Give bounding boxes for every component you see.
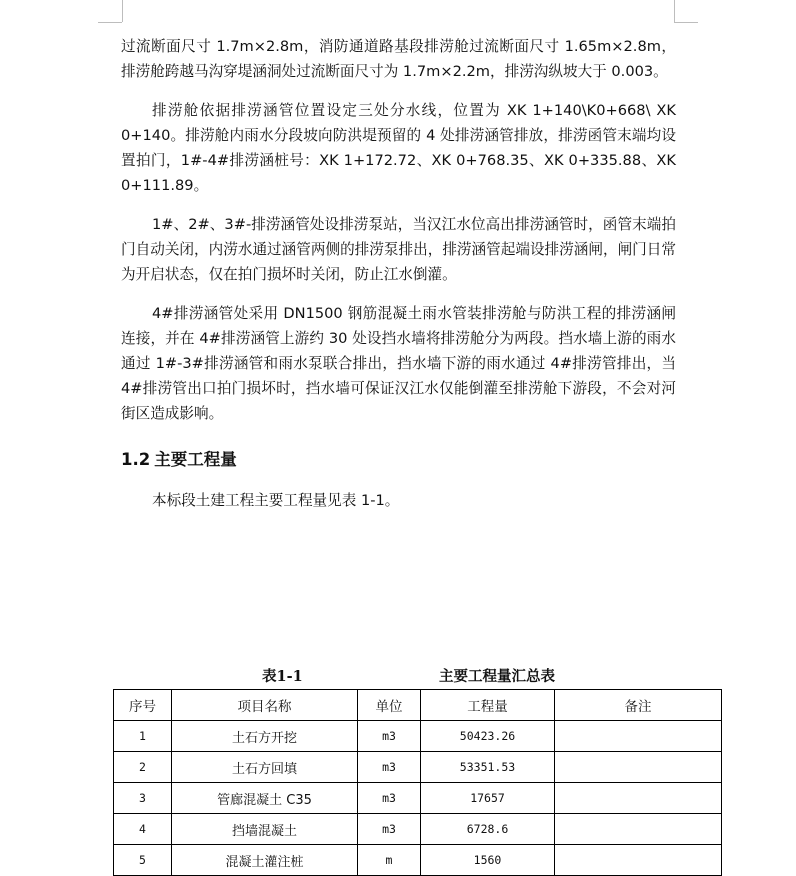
table-header-row: [114, 690, 722, 721]
table-cell: 5: [114, 845, 172, 876]
page-corner-mark: [122, 0, 123, 22]
table-cell: [555, 752, 722, 783]
table-cell: 17657: [421, 783, 555, 814]
table-cell: 53351.53: [421, 752, 555, 783]
table-row: [114, 845, 722, 876]
table-cell: m3: [358, 814, 421, 845]
table-row: [114, 783, 722, 814]
table-cell: 混凝土灌注桩: [172, 845, 358, 876]
section-title: 主要工程量: [154, 450, 237, 469]
table-cell: m: [358, 845, 421, 876]
paragraph: 1#、2#、3#-排涝涵管处设排涝泵站，当汉江水位高出排涝涵管时，函管末端拍门自动关闭，内涝水通过涵管两侧的排涝泵排出，排涝涵管起端设排涝涵闸，闸门日常为开启状态，仅在拍门损坏时关闭，防止江水倒灌。: [121, 216, 676, 283]
quantity-table: [113, 689, 722, 876]
table-row: [114, 814, 722, 845]
table-cell: 3: [114, 783, 172, 814]
table-cell: [555, 845, 722, 876]
section-intro: 本标段土建工程主要工程量见表 1-1。: [152, 492, 400, 509]
table-caption-label: 表1-1: [262, 668, 303, 685]
table-cell: 50423.26: [421, 721, 555, 752]
table-cell: 1560: [421, 845, 555, 876]
table-cell: 挡墙混凝土: [172, 814, 358, 845]
table-cell: 6728.6: [421, 814, 555, 845]
table-cell: [555, 814, 722, 845]
page-corner-mark: [674, 0, 675, 22]
table-cell: 土石方开挖: [172, 721, 358, 752]
table-header-cell: 备注: [555, 690, 722, 721]
table-cell: 4: [114, 814, 172, 845]
table-header-cell: 工程量: [421, 690, 555, 721]
table-cell: [555, 721, 722, 752]
page-corner-mark: [674, 22, 698, 23]
table-cell: 1: [114, 721, 172, 752]
table-cell: [555, 783, 722, 814]
table-caption-title: 主要工程量汇总表: [439, 668, 555, 685]
paragraph: 过流断面尺寸 1.7m×2.8m，消防通道路基段排涝舱过流断面尺寸 1.65m×2.8m，排涝舱跨越马沟穿堤涵洞处过流断面尺寸为 1.7m×2.2m，排涝沟纵坡大于 0.003。: [121, 38, 676, 80]
section-number: 1.2: [121, 450, 151, 469]
table-row: [114, 752, 722, 783]
table-row: [114, 721, 722, 752]
section-heading: [121, 450, 676, 470]
table-cell: 2: [114, 752, 172, 783]
table-cell: m3: [358, 783, 421, 814]
table-cell: 土石方回填: [172, 752, 358, 783]
paragraph: 排涝舱依据排涝涵管位置设定三处分水线，位置为 XK 1+140\K0+668\ XK 0+140。排涝舱内雨水分段坡向防洪堤预留的 4 处排涝涵管排放，排涝函管末端均设置拍门，1#-4#排涝涵桩号：XK 1+172.72、XK 0+768.35、XK 0+335.88、XK 0+111.89。: [121, 102, 676, 194]
paragraph: 4#排涝涵管处采用 DN1500 钢筋混凝土雨水管装排涝舱与防洪工程的排涝涵闸连接，并在 4#排涝涵管上游约 30 处设挡水墙将排涝舱分为两段。挡水墙上游的雨水通过 1#-3#排涝涵管和雨水泵联合排出，挡水墙下游的雨水通过 4#排涝管排出，当 4#排涝管出口拍门损坏时，挡水墙可保证汉江水仅能倒灌至排涝舱下游段，不会对河街区造成影响。: [121, 305, 676, 422]
table-cell: 管廊混凝土 C35: [172, 783, 358, 814]
table-cell: m3: [358, 721, 421, 752]
table-header-cell: 序号: [114, 690, 172, 721]
table-cell: m3: [358, 752, 421, 783]
table-header-cell: 项目名称: [172, 690, 358, 721]
document-body: [121, 34, 676, 513]
page-corner-mark: [98, 22, 122, 23]
table-header-cell: 单位: [358, 690, 421, 721]
